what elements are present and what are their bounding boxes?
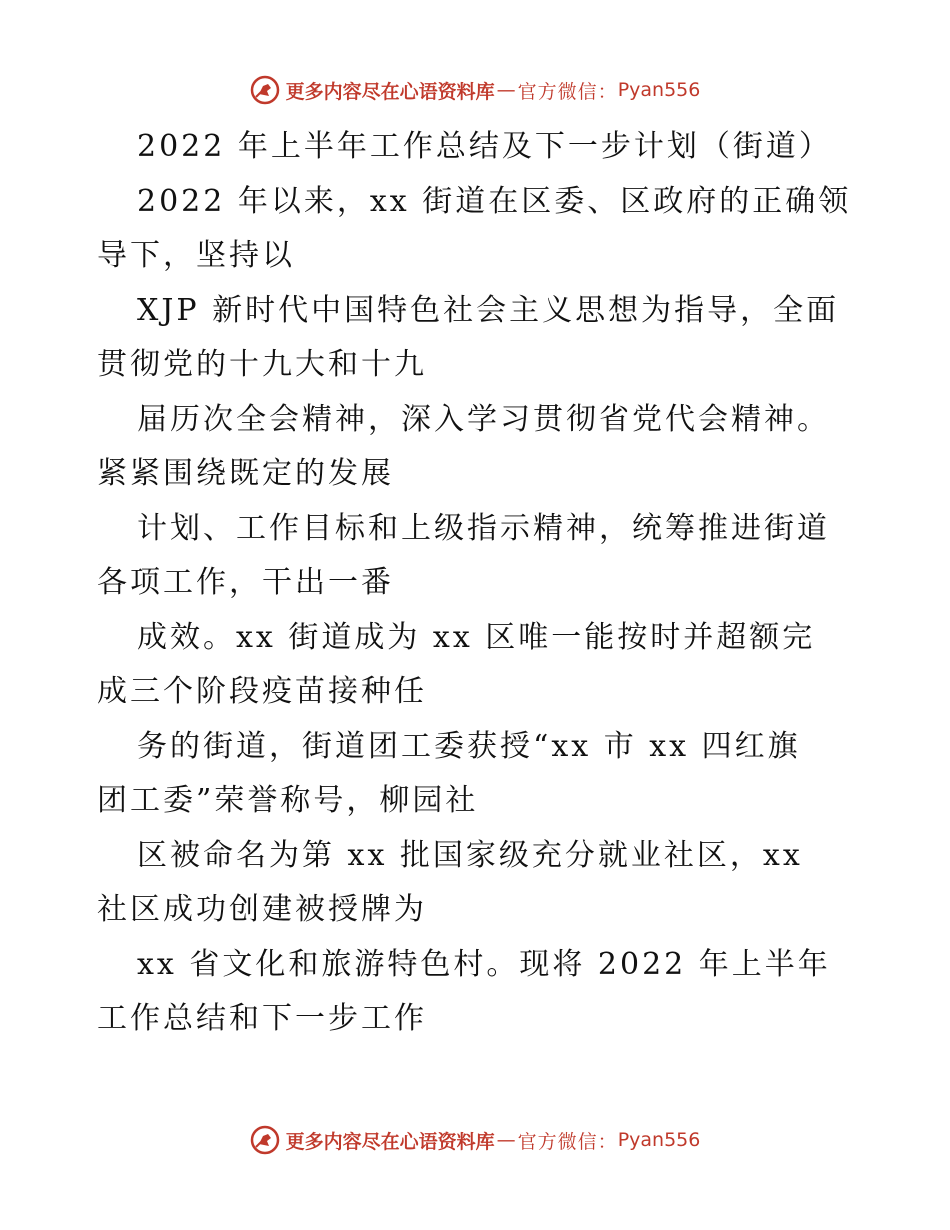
- paragraph-line: XJP 新时代中国特色社会主义思想为指导，全面: [137, 292, 840, 328]
- paragraph-line: xx 省文化和旅游特色村。现将 2022 年上半年: [137, 946, 831, 982]
- paragraph-line: 区被命名为第 xx 批国家级充分就业社区，xx: [137, 837, 803, 873]
- paragraph-line: 工作总结和下一步工作: [97, 1001, 427, 1036]
- paragraph-line: 社区成功创建被授牌为: [97, 892, 427, 927]
- banner-wechat-id: Pyan556: [617, 79, 701, 101]
- banner-official-label: 官方微信：: [517, 80, 618, 103]
- paragraph-line: 团工委”荣誉称号，柳园社: [97, 783, 479, 818]
- document-title: 2022 年上半年工作总结及下一步计划（街道）: [137, 129, 832, 164]
- banner-separator: —: [496, 79, 516, 101]
- paragraph-line: 成效。xx 街道成为 xx 区唯一能按时并超额完: [137, 619, 816, 655]
- paragraph-line: 导下，坚持以: [97, 238, 295, 273]
- paragraph-line: 贯彻党的十九大和十九: [97, 347, 427, 382]
- footer-banner: [0, 1120, 950, 1160]
- paragraph-line: 紧紧围绕既定的发展: [97, 456, 394, 491]
- paragraph-line: 2022 年以来，xx 街道在区委、区政府的正确领: [137, 183, 852, 219]
- banner-official-label: 官方微信：: [517, 1130, 618, 1153]
- paragraph-line: 成三个阶段疫苗接种任: [97, 674, 427, 709]
- banner-brand: 更多内容尽在心语资料库: [285, 80, 495, 103]
- document-body: [97, 120, 857, 1047]
- banner-separator: —: [496, 1129, 516, 1151]
- banner-wechat-id: Pyan556: [617, 1129, 701, 1151]
- paragraph-line: 务的街道，街道团工委获授“xx 市 xx 四红旗: [137, 728, 801, 764]
- fist-logo-icon: [250, 75, 280, 105]
- paragraph-line: 各项工作，干出一番: [97, 565, 394, 600]
- header-banner: [0, 70, 950, 110]
- fist-logo-icon: [250, 1125, 280, 1155]
- paragraph-line: 届历次全会精神，深入学习贯彻省党代会精神。: [137, 401, 830, 437]
- banner-brand: 更多内容尽在心语资料库: [285, 1130, 495, 1153]
- paragraph-line: 计划、工作目标和上级指示精神，统筹推进街道: [137, 510, 830, 546]
